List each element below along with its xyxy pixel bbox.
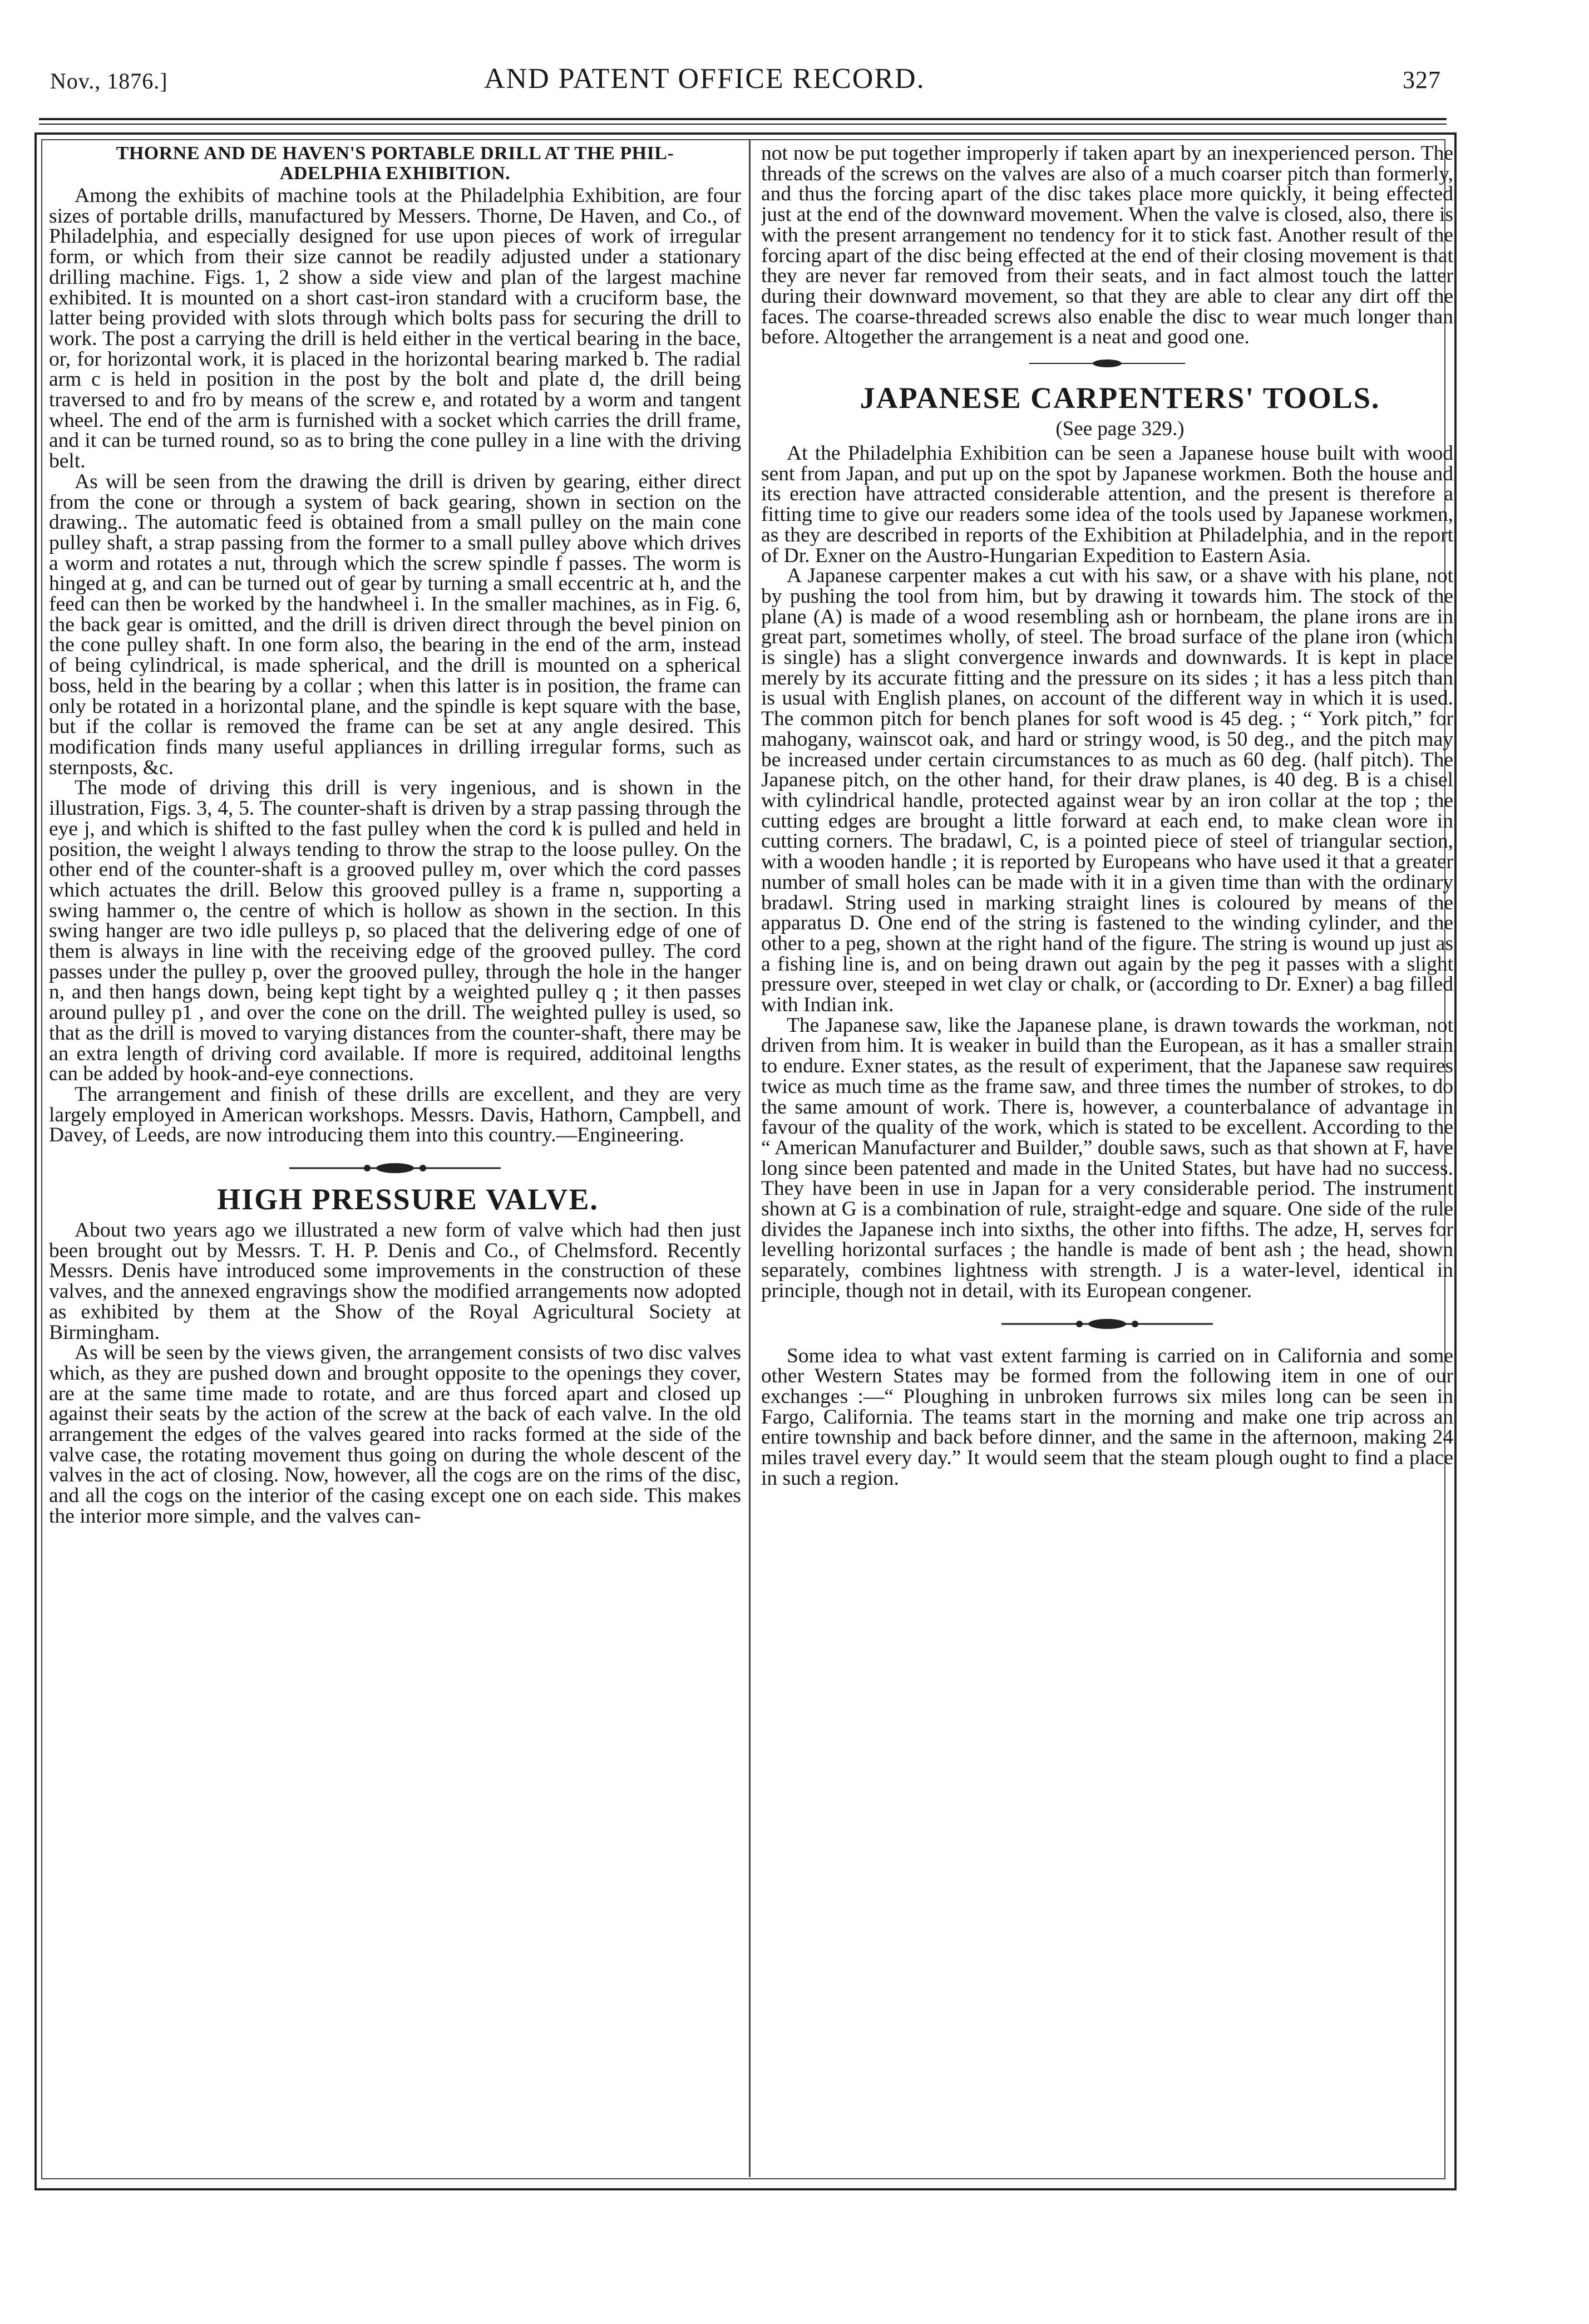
article-heading-drill-line2: ADELPHIA EXHIBITION.	[279, 163, 511, 184]
publication-title: AND PATENT OFFICE RECORD.	[484, 63, 925, 95]
drill-paragraph-4: The arrangement and finish of these drills are excellent, and they are very largely employed in American workshops. Messrs. Davis, Hathorn, Campbell, and Davey, of Leeds, are now introducing them into this country.—Engineering.	[49, 1082, 741, 1147]
column-divider	[749, 140, 751, 2177]
page-number: 327	[1403, 66, 1441, 93]
article-heading-drill-line1: THORNE AND DE HAVEN'S PORTABLE DRILL AT THE PHIL-	[116, 144, 674, 164]
right-column	[761, 144, 1453, 2164]
left-column	[49, 144, 741, 2164]
header-rule-thin	[39, 124, 1447, 125]
drill-paragraph-1: Among the exhibits of machine tools at the Philadelphia Exhibition, are four sizes of portable drills, manufactured by Messers. Thorne, De Haven, and Co., of Philadelphia, and especially designed for use upon pieces of work of irregular form, or which from their size cannot be readily adjusted under a stationary drilling machine. Figs. 1, 2 show a side view and plan of the largest machine exhibited. It is mounted on a short cast-iron standard with a cruciform base, the latter being provided with slots through which bolts pass for securing the drill to work. The post a carrying the drill is held either in the vertical bearing in the bace, or, for horizontal work, it is placed in the horizontal bearing marked b. The radial arm c is held in position in the post by the bolt and plate d, the drill being traversed to and fro by means of the screw e, and rotated by a worm and tangent wheel. The end of the arm is furnished with a socket which carries the drill frame, and it can be turned round, so as to bring the cone pulley in a line with the driving belt.	[49, 184, 741, 473]
running-header	[50, 62, 1441, 101]
japanese-paragraph-1: At the Philadelphia Exhibition can be seen a Japanese house built with wood sent from Japan, and put up on the spot by Japanese workmen. Both the house and its erection have attracted considerable attention, and the present is therefore a fitting time to give our readers some idea of the tools used by Japanese workmen, as they are described in reports of the Exhibition at Philadelphia, and in the report of Dr. Exner on the Austro-Hungarian Expedition to Eastern Asia.	[761, 442, 1453, 567]
valve-paragraph-1: About two years ago we illustrated a new form of valve which had then just been brought out by Messrs. T. H. P. Denis and Co., of Chelmsford. Recently Messrs. Denis have introduced some improvements in the construction of these valves, and the annexed engravings show the modified arrangements now adopted as exhibited by them at the Show of the Royal Agricultural Society at Birmingham.	[49, 1219, 741, 1344]
japanese-paragraph-2: A Japanese carpenter makes a cut with his saw, or a shave with his plane, not by pushing the tool from him, but by drawing it towards him. The stock of the plane (A) is made of a wood resembling ash or hornbeam, the plane irons are in great part, sometimes wholly, of steel. The broad surface of the plane iron (which is single) has a slight convergence inwards and downwards. It is kept in place merely by its accurate fitting and the pressure on its sides ; it has a less pitch than is usual with English planes, on account of the different way in which it is used. The common pitch for bench planes for soft wood is 45 deg. ; “ York pitch,” for mahogany, wainscot oak, and hard or stringy wood, is 50 deg., and the pitch may be increased under certain circumstances to as much as 60 deg. (half pitch). The Japanese pitch, on the other hand, for their draw planes, is 40 deg. B is a chisel with cylindrical handle, protected against wear by an iron collar at the top ; the cutting edges are brought a little forward at each end, to make clean wore in cutting corners. The bradawl, C, is a pointed piece of steel of triangular section, with a wooden handle ; it is reported by Europeans who have used it that a greater number of small holes can be made with it in a given time than with the ordinary bradawl. String used in marking straight lines is coloured by means of the apparatus D. One end of the string is fastened to the winding cylinder, and the other to a peg, shown at the right hand of the figure. The string is wound up just as a fishing line is, and on being drawn out again by the peg it passes with a slight pressure over, steeped in wet clay or chalk, or (according to Dr. Exner) a bag filled with Indian ink.	[761, 564, 1453, 1017]
drill-paragraph-3: The mode of driving this drill is very ingenious, and is shown in the illustration, Figs. 3, 4, 5. The counter-shaft is driven by a strap passing through the eye j, and which is shifted to the fast pulley when the cord k is pulled and held in position, the weight l always tending to throw the strap to the loose pulley. On the other end of the counter-shaft is a grooved pulley m, over which the cord passes which actuates the drill. Below this grooved pulley is a frame n, supporting a swing hammer o, the centre of which is hollow as shown in the section. In this swing hanger are two idle pulleys p, so placed that the delivering edge of one of them is always in line with the receiving edge of the grooved pulley. The cord passes under the pulley p, over the grooved pulley, through the hole in the hanger n, and then hangs down, being kept tight by a weighted pulley q ; it then passes around pulley p1 , and over the cone on the drill. The weighted pulley is used, so that as the drill is moved to varying distances from the counter-shaft, there may be an extra length of driving cord available. If more is required, additoinal lengths can be added by hook-and-eye connections.	[49, 776, 741, 1086]
japanese-paragraph-3: The Japanese saw, like the Japanese plane, is drawn towards the workman, not driven from him. It is weaker in build than the European, as it has a smaller strain to endure. Exner states, as the result of experiment, that the Japanese saw requires twice as much time as the frame saw, and three times the number of strokes, to do the same amount of work. There is, however, a counterbalance of advantage in favour of the quality of the work, which is stated to be excellent. According to the “ American Manufacturer and Builder,” double saws, such as that shown at F, have long since been patented and made in the United States, but have had no success. They have been in use in Japan for a very considerable period. The instrument shown at G is a combination of rule, straight-edge and square. One side of the rule divides the Japanese inch into sixths, the other into fifths. The adze, H, serves for levelling horizontal surfaces ; the handle is made of bent ash ; the head, shown separately, combines lightness with strength. J is a water-level, identical in principle, though not in detail, with its European congener.	[761, 1013, 1453, 1302]
farming-paragraph: Some idea to what vast extent farming is carried on in California and some other Western States may be formed from the following item in one of our exchanges :—“ Ploughing in unbroken furrows six miles long can be seen in Fargo, California. The teams start in the morning and make one trip across an entire township and back before dinner, and the same in the afternoon, making 24 miles travel every day.” It would seem that the steam plough ought to find a place in such a region.	[761, 1344, 1453, 1490]
section-ornament-divider	[1024, 353, 1191, 373]
article-heading-valve: HIGH PRESSURE VALVE.	[217, 1183, 599, 1217]
header-rule	[39, 118, 1447, 120]
section-ornament-divider	[990, 1313, 1224, 1335]
drill-paragraph-2: As will be seen from the drawing the drill is driven by gearing, either direct from the cone or through a system of back gearing, shown in section on the drawing.. The automatic feed is obtained from a small pulley on the main cone pulley shaft, a strap passing from the former to a small pulley above which drives a worm and rotates a nut, through which the screw spindle f passes. The worm is hinged at g, and can be turned out of gear by turning a small eccentric at h, and the feed can then be worked by the handwheel i. In the smaller machines, as in Fig. 6, the back gear is omitted, and the drill is driven direct through the bevel pinion on the cone pulley shaft. In one form also, the bearing in the end of the arm, instead of being cylindrical, is made spherical, and the drill is mounted on a spherical boss, held in the bearing by a collar ; when this latter is in position, the frame can only be rotated in a horizontal plane, and the spindle is kept square with the base, but if the collar is removed the frame can be set at any angle desired. This modification finds many useful appliances in drilling irregular forms, such as sternposts, &c.	[49, 470, 741, 779]
article-subheading-see-page: (See page 329.)	[1055, 417, 1185, 441]
article-heading-japanese-tools: JAPANESE CARPENTERS' TOOLS.	[860, 381, 1380, 415]
section-ornament-divider	[278, 1157, 512, 1179]
valve-paragraph-2: As will be seen by the views given, the arrangement consists of two disc valves which, as they are pushed down and brought opposite to the openings they cover, are at the same time made to rotate, and are thus forced apart and closed up against their seats by the action of the screw at the back of each valve. In the old arrangement the edges of the valves geared into racks formed at the side of the valve case, the rotating movement thus going on during the whole descent of the valves in the act of closing. Now, however, all the cogs are on the rims of the disc, and all the cogs on the interior of the casing except one on each side. This makes the interior more simple, and the valves can-	[49, 1341, 741, 1528]
valve-continuation: not now be put together improperly if taken apart by an inexperienced person. The threads of the screws on the valves are also of a much coarser pitch than formerly, and thus the forcing apart of the disc takes place more quickly, it being effected just at the end of the downward movement. When the valve is closed, also, there is with the present arrangement no tendency for it to stick fast. Another result of the forcing apart of the disc being effected at the end of their closing movement is that they are never far removed from their seats, and in fact almost touch the latter during their downward movement, so that they are able to clear any dirt off the faces. The coarse-threaded screws also enable the disc to wear much longer than before. Altogether the arrangement is a neat and good one.	[761, 144, 1453, 349]
issue-date: Nov., 1876.]	[50, 68, 168, 93]
